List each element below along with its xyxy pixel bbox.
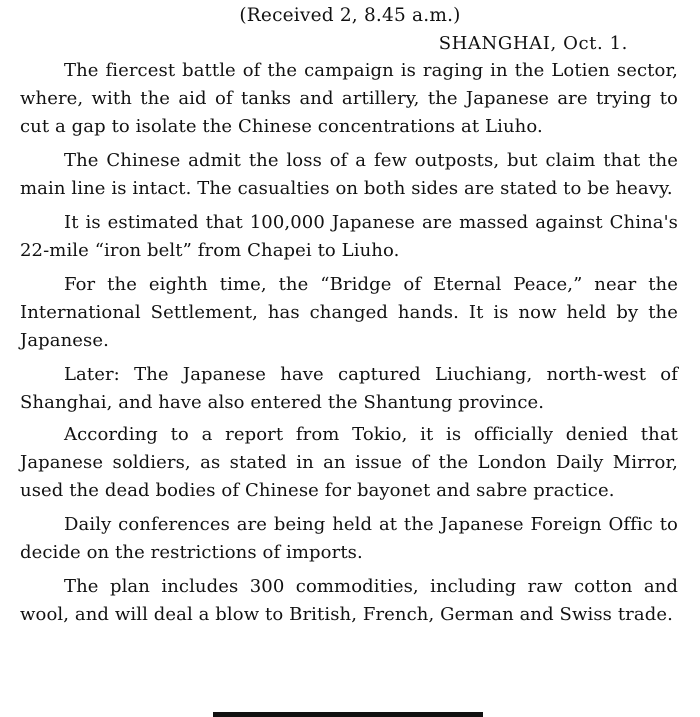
paragraph-chinese-admit: The Chinese admit the loss of a few outposts, but claim that the main line is intact. The casualties on both sides are stated to be heavy. bbox=[20, 150, 678, 199]
paragraph-conferences: Daily conferences are being held at the Japanese Foreign Offic to decide on the restrictions of imports. bbox=[20, 514, 678, 563]
paragraph-later: Later: The Japanese have captured Liuchiang, north-west of Shanghai, and have also entered the Shantung province. bbox=[20, 364, 678, 413]
paragraph-estimate: It is estimated that 100,000 Japanese are massed against China's 22-mile “iron belt” from Chapei to Liuho. bbox=[20, 212, 678, 261]
article-body bbox=[20, 57, 678, 635]
paragraph-plan: The plan includes 300 commodities, including raw cotton and wool, and will deal a blow to British, French, German and Swiss trade. bbox=[20, 576, 678, 625]
paragraph-tokio-report: According to a report from Tokio, it is officially denied that Japanese soldiers, as stated in an issue of the London Daily Mirror, used the dead bodies of Chinese for bayonet and sabre practice. bbox=[20, 424, 678, 501]
received-time-line: (Received 2, 8.45 a.m.) bbox=[239, 5, 461, 26]
dateline: SHANGHAI, Oct. 1. bbox=[438, 33, 628, 54]
closing-rule bbox=[213, 712, 483, 717]
paragraph-lotien-battle: The fiercest battle of the campaign is raging in the Lotien sector, where, with the aid of tanks and artillery, the Japanese are trying to cut a gap to isolate the Chinese concentrations at Liuho. bbox=[20, 60, 678, 137]
paragraph-bridge: For the eighth time, the “Bridge of Eternal Peace,” near the International Settlement, has changed hands. It is now held by the Japanese. bbox=[20, 274, 678, 351]
